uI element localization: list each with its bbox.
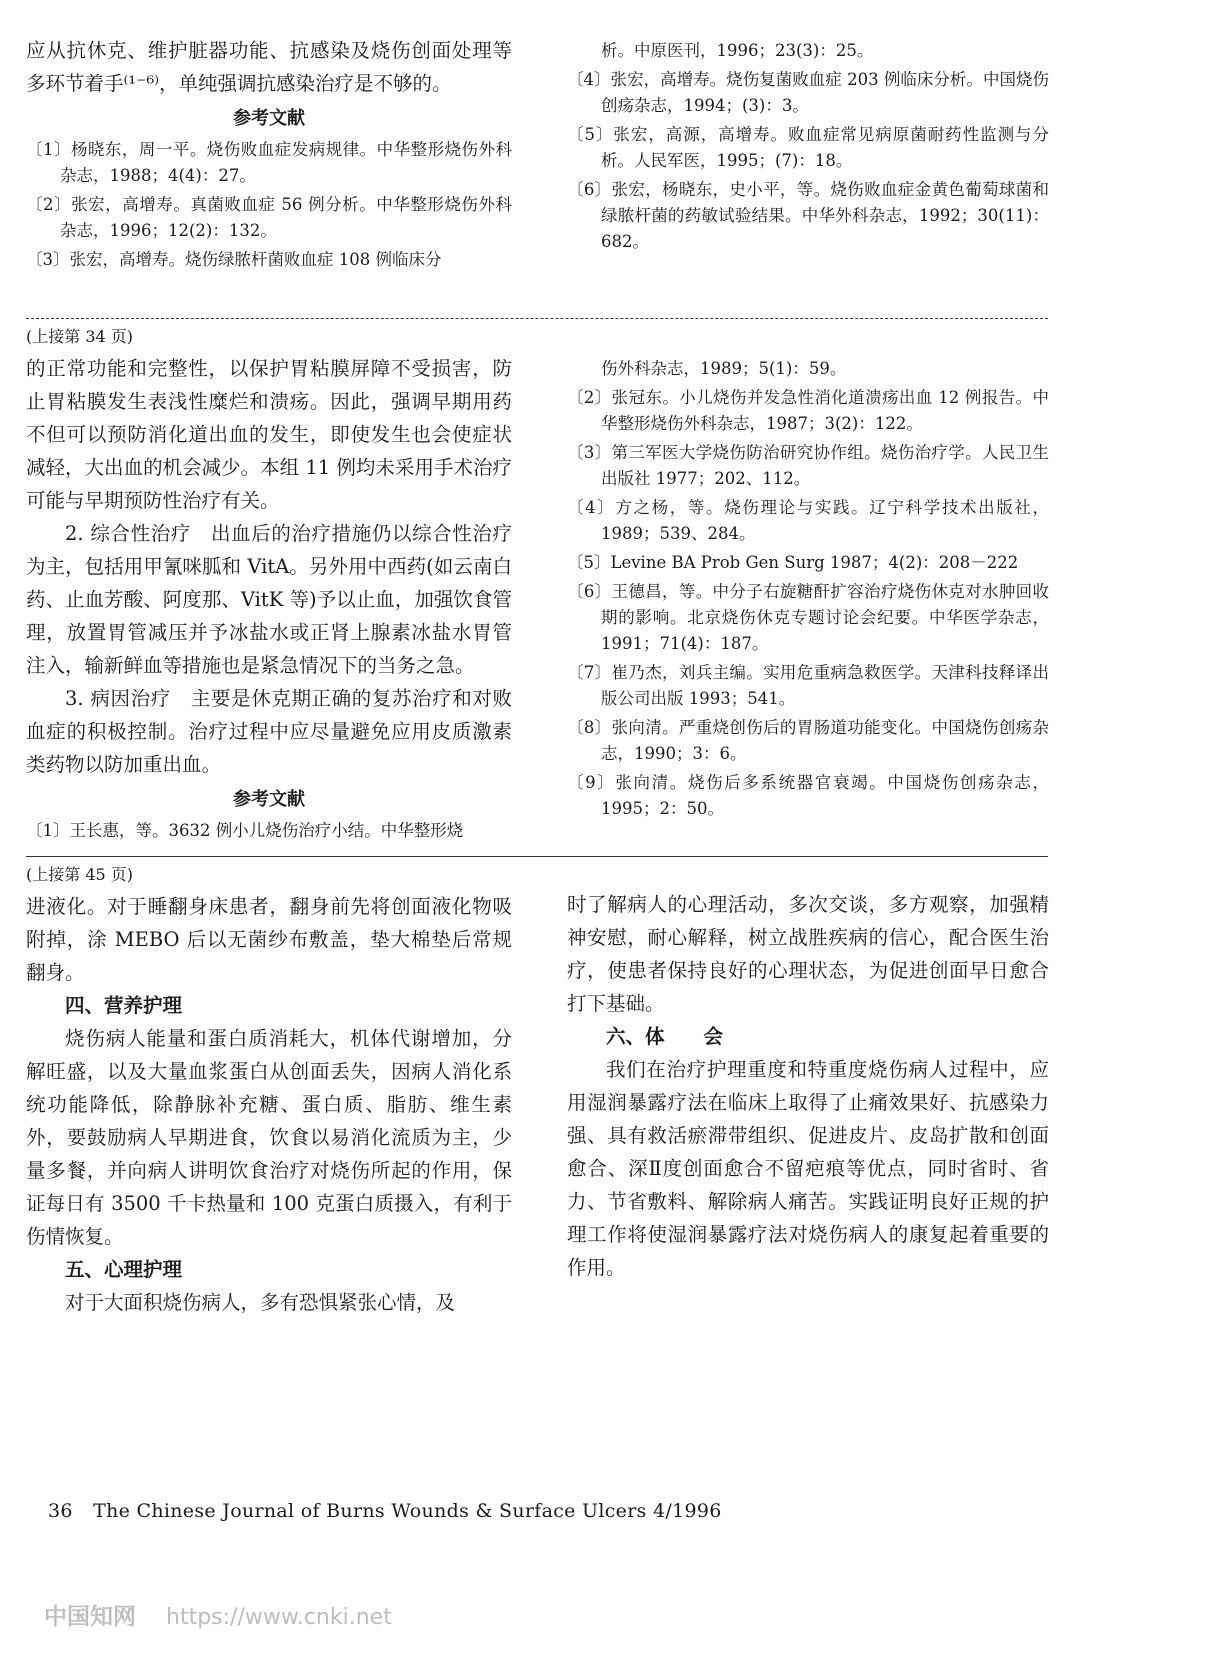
body-paragraph: 3. 病因治疗 主要是休克期正确的复苏治疗和对败血症的积极控制。治疗过程中应尽量避免应用皮质激素类药物以防加重出血。 [26, 687, 512, 776]
reference-item: 〔5〕张宏，高源，高增寿。败血症常见病原菌耐药性监测与分析。人民军医，1995；(7)：18。 [567, 125, 1049, 170]
section-heading: 五、心理护理 [65, 1258, 183, 1281]
reference-item: 〔6〕王德昌，等。中分子右旋糖酐扩容治疗烧伤休克对水肿回收期的影响。北京烧伤休克专题讨论会纪要。中华医学杂志，1991；71(4)：187。 [567, 582, 1049, 653]
continued-note: (上接第 45 页) [26, 865, 134, 884]
references-heading: 参考文献 [233, 789, 305, 810]
watermark-brand: 中国知网 [44, 1604, 136, 1630]
reference-item: 〔8〕张向清。严重烧创伤后的胃肠道功能变化。中国烧伤创疡杂志，1990；3：6。 [567, 718, 1049, 763]
reference-item: 〔3〕张宏，高增寿。烧伤绿脓杆菌败血症 108 例临床分 [26, 250, 442, 269]
reference-item: 析。中原医刊，1996；23(3)：25。 [601, 41, 874, 60]
reference-item: 〔9〕张向清。烧伤后多系统器官衰竭。中国烧伤创疡杂志，1995；2：50。 [567, 773, 1049, 818]
body-paragraph: 烧伤病人能量和蛋白质消耗大，机体代谢增加，分解旺盛，以及大量血浆蛋白从创面丢失，因病人消化系统功能降低，除静脉补充糖、蛋白质、脂肪、维生素外，要鼓励病人早期进食，饮食以易消化流质为主，少量多餐，并向病人讲明饮食治疗对烧伤所起的作用，保证每日有 3500 千卡热量和 100 克蛋白质摄入，有利于伤情恢复。 [26, 1027, 512, 1248]
cnki-watermark [44, 1598, 392, 1631]
continued-note: (上接第 34 页) [26, 327, 134, 346]
reference-item: 〔3〕第三军医大学烧伤防治研究协作组。烧伤治疗学。人民卫生出版社 1977；202、112。 [567, 443, 1049, 488]
reference-item: 〔7〕崔乃杰，刘兵主编。实用危重病急救医学。天津科技释译出版公司出版 1993；541。 [567, 663, 1049, 708]
reference-item: 〔5〕Levine BA Prob Gen Surg 1987；4(2)：208－222 [567, 553, 1019, 572]
journal-name: The Chinese Journal of Burns Wounds & Surface Ulcers 4/1996 [93, 1500, 722, 1522]
body-paragraph: 进液化。对于睡翻身床患者，翻身前先将创面液化物吸附掉，涂 MEBO 后以无菌纱布敷盖，垫大棉垫后常规翻身。 [26, 895, 512, 984]
reference-item: 〔1〕王长惠，等。3632 例小儿烧伤治疗小结。中华整形烧 [26, 821, 464, 840]
reference-item: 〔2〕张冠东。小儿烧伤并发急性消化道溃疡出血 12 例报告。中华整形烧伤外科杂志，1987；3(2)：122。 [567, 388, 1049, 433]
body-paragraph: 2. 综合性治疗 出血后的治疗措施仍以综合性治疗为主，包括用甲氰咪胍和 VitA。另外用中西药(如云南白药、止血芳酸、阿度那、VitK 等)予以止血，加强饮食管理，放置胃管减压并予冰盐水或正肾上腺素冰盐水胃管注入，输新鲜血等措施也是紧急情况下的当务之急。 [26, 522, 512, 677]
section3-left-column [26, 862, 512, 1319]
reference-item: 〔4〕张宏，高增寿。烧伤复菌败血症 203 例临床分析。中国烧伤创疡杂志，1994；(3)：3。 [567, 70, 1049, 115]
body-paragraph: 的正常功能和完整性，以保护胃粘膜屏障不受损害，防止胃粘膜发生表浅性糜烂和溃疡。因此，强调早期用药不但可以预防消化道出血的发生，即使发生也会使症状减轻，大出血的机会减少。本组 11 例均未采用手术治疗可能与早期预防性治疗有关。 [26, 357, 512, 512]
section2-left-column [26, 324, 512, 847]
references-heading: 参考文献 [233, 108, 305, 129]
section-divider [26, 318, 1048, 319]
reference-item: 伤外科杂志，1989；5(1)：59。 [601, 359, 847, 378]
reference-item: 〔1〕杨晓东，周一平。烧伤败血症发病规律。中华整形烧伤外科杂志，1988；4(4)：27。 [26, 140, 512, 185]
reference-item: 〔6〕张宏，杨晓东，史小平，等。烧伤败血症金黄色葡萄球菌和绿脓杆菌的药敏试验结果。中华外科杂志，1992；30(11)：682。 [567, 180, 1049, 251]
body-paragraph: 我们在治疗护理重度和特重度烧伤病人过程中，应用湿润暴露疗法在临床上取得了止痛效果好、抗感染力强、具有救活瘀滞带组织、促进皮片、皮岛扩散和创面愈合、深Ⅱ度创面愈合不留疤痕等优点，同时省时、省力、节省敷料、解除病人痛苦。实践证明良好正规的护理工作将使湿润暴露疗法对烧伤病人的康复起着重要的作用。 [567, 1058, 1049, 1279]
reference-item: 〔4〕方之杨，等。烧伤理论与实践。辽宁科学技术出版社，1989；539、284。 [567, 498, 1049, 543]
page-number: 36 [48, 1500, 73, 1522]
section-heading: 四、营养护理 [65, 994, 183, 1017]
body-paragraph: 时了解病人的心理活动，多次交谈，多方观察，加强精神安慰，耐心解释，树立战胜疾病的信心，配合医生治疗，使患者保持良好的心理状态，为促进创面早日愈合打下基础。 [567, 893, 1049, 1015]
body-paragraph: 应从抗休克、维护脏器功能、抗感染及烧伤创面处理等多环节着手⁽¹⁻⁶⁾，单纯强调抗感染治疗是不够的。 [26, 39, 512, 95]
body-paragraph: 对于大面积烧伤病人，多有恐惧紧张心情，及 [65, 1291, 456, 1314]
watermark-url: https://www.cnki.net [166, 1605, 392, 1630]
section3-right-column [567, 888, 1049, 1284]
section2-right-column [567, 356, 1049, 825]
section-divider [26, 856, 1048, 857]
section1-right-column [567, 38, 1049, 258]
page-footer [48, 1500, 722, 1522]
section-heading: 六、体 会 [606, 1025, 724, 1048]
section1-left-column [26, 34, 512, 276]
reference-item: 〔2〕张宏，高增寿。真菌败血症 56 例分析。中华整形烧伤外科杂志，1996；12(2)：132。 [26, 195, 512, 240]
